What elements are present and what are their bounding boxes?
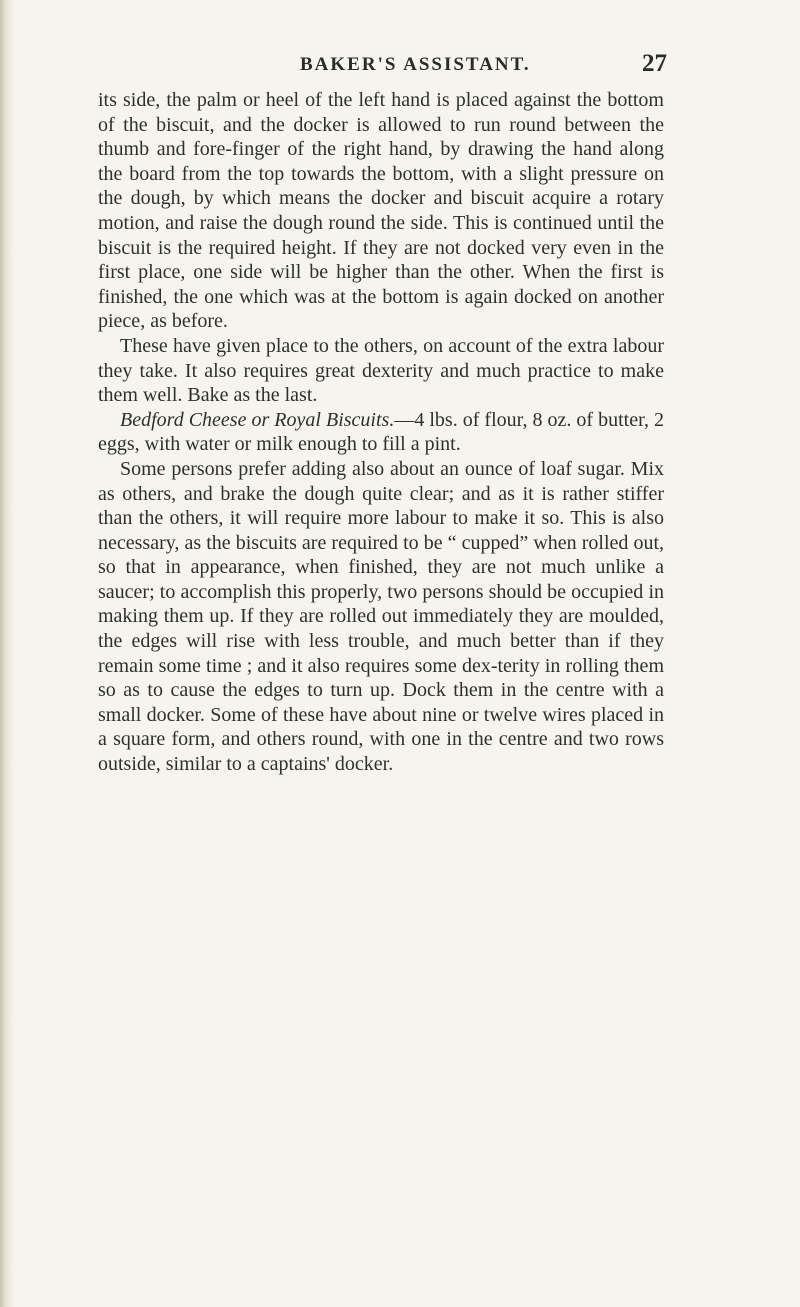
- recipe-paragraph: [98, 408, 664, 457]
- page-number: 27: [642, 50, 667, 77]
- running-title: BAKER'S ASSISTANT.: [300, 54, 531, 75]
- paragraph: These have given place to the others, on account of the extra labour they take. It also requires great dexterity and much practice to make them well. Bake as the last.: [98, 334, 664, 407]
- paragraph-continued: its side, the palm or heel of the left hand is placed against the bottom of the biscuit, and the docker is allowed to run round between the thumb and fore-finger of the right hand, by drawing the hand along the board from the top towards the bottom, with a slight pressure on the dough, by which means the docker and biscuit acquire a rotary motion, and raise the dough round the side. This is continued until the biscuit is the required height. If they are not docked very even in the first place, one side will be higher than the other. When the first is finished, the one which was at the bottom is again docked on another piece, as before.: [98, 89, 664, 333]
- running-head: [0, 52, 800, 82]
- recipe-ingredients: —4 lbs. of flour, 8 oz. of butter, 2 eggs, with water or milk enough to fill a pint.: [98, 408, 664, 456]
- body-text: [98, 88, 664, 777]
- paragraph: Some persons prefer adding also about an ounce of loaf sugar. Mix as others, and brake the dough quite clear; and as it is rather stiffer than the others, it will require more labour to make it so. This is also necessary, as the biscuits are required to be “ cupped” when rolled out, so that in appearance, when finished, they are not much unlike a saucer; to accomplish this properly, two persons should be occupied in making them up. If they are rolled out immediately they are moulded, the edges will rise with less trouble, and much better than if they remain some time ; and it also requires some dex-terity in rolling them so as to cause the edges to turn up. Dock them in the centre with a small docker. Some of these have about nine or twelve wires placed in a square form, and others round, with one in the centre and two rows outside, similar to a captains' docker.: [98, 457, 664, 776]
- recipe-title: Bedford Cheese or Royal Biscuits.: [120, 408, 395, 431]
- binding-gutter: [0, 0, 14, 1307]
